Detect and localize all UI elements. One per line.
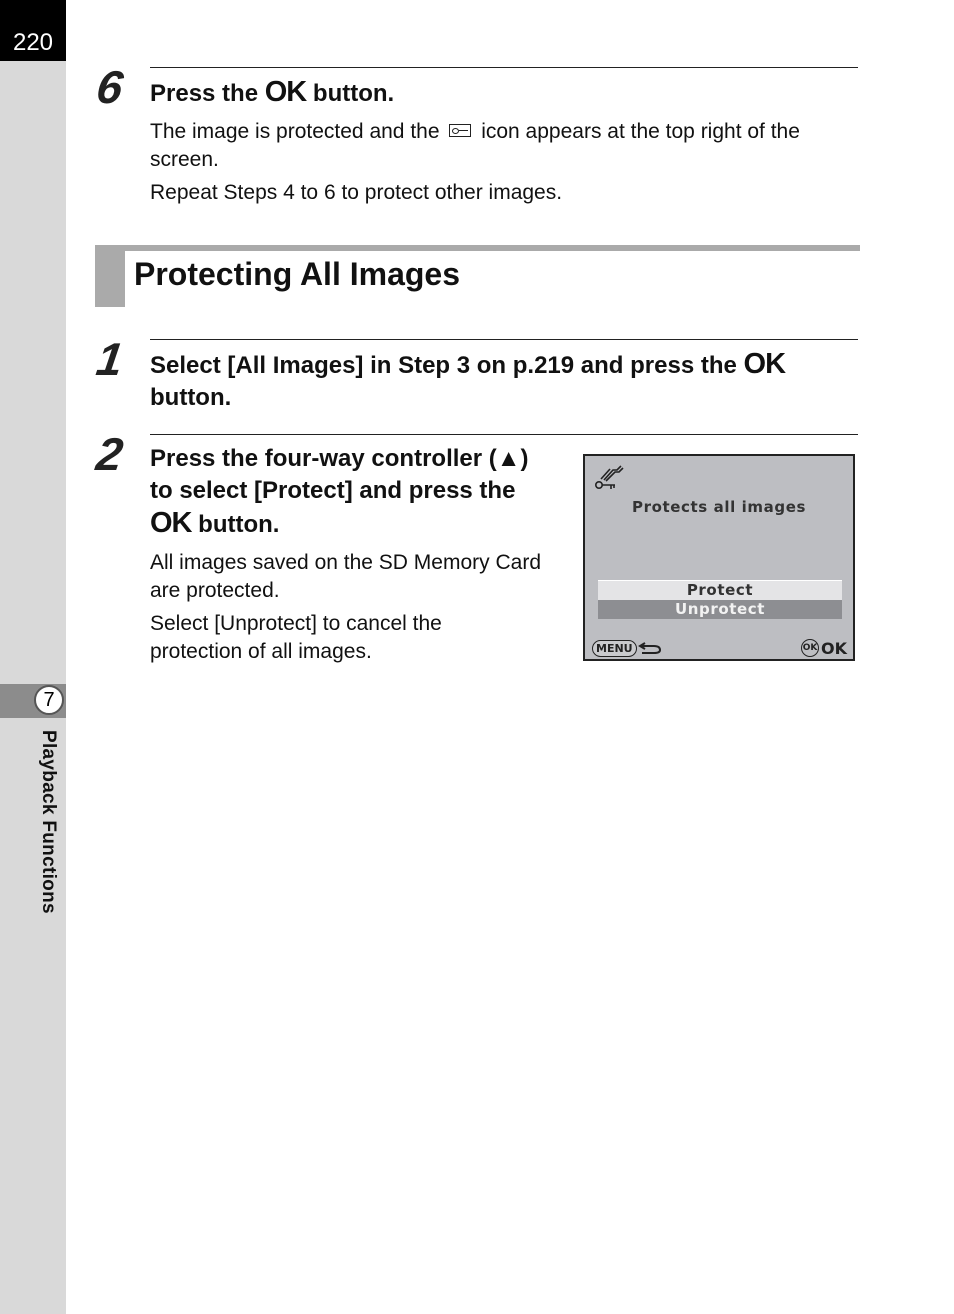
section-bar	[95, 245, 860, 251]
step-number: 2	[93, 428, 127, 480]
step-title-text: Press the	[150, 80, 259, 107]
camera-screen	[583, 454, 855, 661]
step-title-text: Select [All Images] in Step 3 on p.219 and press the	[150, 352, 737, 379]
ok-button[interactable]	[801, 638, 847, 658]
chapter-number: 7	[34, 685, 64, 715]
step-title	[150, 76, 394, 110]
step-title-text: button.	[198, 511, 280, 538]
protect-icon	[449, 124, 471, 137]
step-number: 1	[93, 333, 127, 385]
step-body	[150, 118, 850, 174]
unprotect-option[interactable]: Unprotect	[598, 600, 842, 619]
chapter-label: Playback Functions	[38, 730, 59, 914]
step-rule	[150, 339, 858, 340]
step-title-text: to select [Protect] and press the	[150, 477, 516, 504]
section-title: Protecting All Images	[134, 256, 460, 292]
step-title	[150, 348, 850, 414]
ok-button-icon: OK	[801, 639, 819, 657]
body-text: icon appears at the top right of the screen.	[150, 120, 800, 171]
step-number: 6	[93, 61, 127, 113]
ok-label: OK	[821, 638, 847, 658]
step-body: Repeat Steps 4 to 6 to protect other images.	[150, 181, 563, 204]
step-title-text: Press the four-way controller (▲)	[150, 445, 529, 472]
step-body: All images saved on the SD Memory Card are protected.	[150, 551, 541, 602]
protect-option[interactable]: Protect	[598, 580, 842, 600]
ok-glyph: OK	[264, 76, 307, 108]
page-number: 220	[0, 0, 66, 61]
step-rule	[150, 67, 858, 68]
section-bar-side	[95, 245, 125, 307]
menu-button-label: MENU	[592, 640, 637, 657]
ok-glyph: OK	[150, 507, 192, 539]
body-text: The image is protected and the	[150, 120, 440, 143]
protect-all-icon	[593, 464, 625, 492]
step-title-text: button.	[312, 80, 395, 107]
step-title	[150, 443, 570, 541]
step-body: Select [Unprotect] to cancel the protection of all images.	[150, 612, 442, 663]
sidebar	[0, 0, 66, 1314]
step-title-text: button.	[150, 384, 232, 411]
back-arrow-icon	[637, 640, 663, 656]
menu-back-button[interactable]	[592, 638, 663, 658]
screen-description: Protects all images	[631, 498, 806, 516]
step-rule	[150, 434, 858, 435]
ok-glyph: OK	[743, 348, 786, 380]
